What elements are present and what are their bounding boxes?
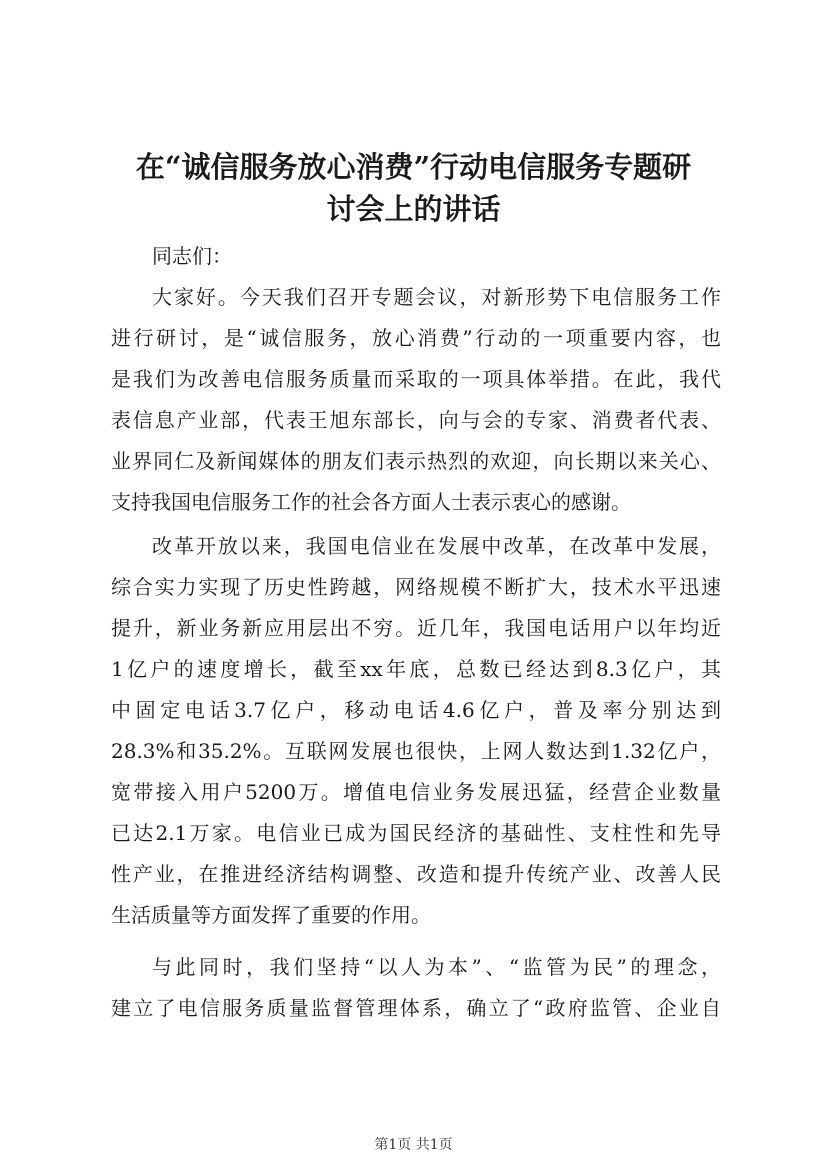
paragraph-3-line-2: 建立了电信服务质量监督管理体系，确立了“政府监管、企业自 — [111, 996, 721, 1020]
paragraph-2-line-3: 提升，新业务新应用层出不穷。近几年，我国电话用户以年均近 — [111, 616, 721, 640]
paragraph-2-line-1: 改革开放以来，我国电信业在发展中改革，在改革中发展， — [152, 534, 721, 558]
paragraph-2-line-7: 宽带接入用户5200万。增值电信业务发展迅猛，经营企业数量 — [111, 780, 721, 804]
paragraph-2-line-8: 已达2.1万家。电信业已成为国民经济的基础性、支柱性和先导 — [111, 821, 721, 845]
paragraph-2-line-5: 中固定电话3.7亿户，移动电话4.6亿户，普及率分别达到 — [111, 698, 721, 722]
paragraph-2-line-9: 性产业，在推进经济结构调整、改造和提升传统产业、改善人民 — [111, 862, 721, 886]
paragraph-2-line-10: 生活质量等方面发挥了重要的作用。 — [111, 903, 431, 927]
document-title-line-1: 在“诚信服务放心消费”行动电信服务专题研 — [135, 150, 692, 184]
paragraph-2-line-6: 28.3%和35.2%。互联网发展也很快，上网人数达到1.32亿户， — [111, 739, 721, 763]
page-number-footer: 第1页 共1页 — [374, 1137, 453, 1153]
paragraph-2-line-2: 综合实力实现了历史性跨越，网络规模不断扩大，技术水平迅速 — [111, 575, 721, 599]
paragraph-1-line-5: 业界同仁及新闻媒体的朋友们表示热烈的欢迎，向长期以来关心、 — [111, 449, 721, 473]
paragraph-1-line-1: 大家好。今天我们召开专题会议，对新形势下电信服务工作 — [152, 285, 721, 309]
paragraph-1-line-4: 表信息产业部，代表王旭东部长，向与会的专家、消费者代表、 — [111, 408, 721, 432]
document-title-line-2: 讨会上的讲话 — [326, 192, 501, 226]
paragraph-1-line-3: 是我们为改善电信服务质量而采取的一项具体举措。在此，我代 — [111, 367, 721, 391]
paragraph-3-line-1: 与此同时，我们坚持“以人为本”、“监管为民”的理念， — [152, 955, 721, 979]
paragraph-1-line-2: 进行研讨，是“诚信服务，放心消费”行动的一项重要内容，也 — [111, 326, 721, 350]
paragraph-1-line-6: 支持我国电信服务工作的社会各方面人士表示衷心的感谢。 — [111, 490, 631, 514]
salutation: 同志们： — [152, 244, 232, 268]
paragraph-2-line-4: 1亿户的速度增长，截至xx年底，总数已经达到8.3亿户，其 — [111, 657, 721, 681]
